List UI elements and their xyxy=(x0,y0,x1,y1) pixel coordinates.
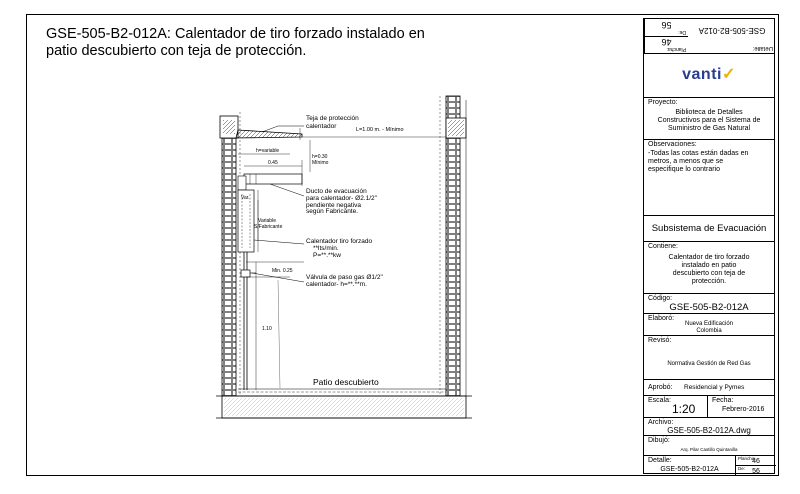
label-h-variable: h=variable xyxy=(256,148,280,154)
dibujo-label: Dibujó: xyxy=(648,437,670,444)
label-calentador-l2: **lts/min. xyxy=(313,245,339,252)
plancha-value: 46 xyxy=(752,458,760,465)
vanti-logo xyxy=(644,64,774,84)
label-ducto-l3: pendiente negativa xyxy=(306,202,361,209)
plancha-label: Plancha: xyxy=(738,456,756,461)
fecha-value: Febrero-2016 xyxy=(722,406,765,413)
escala-label: Escala: xyxy=(648,397,671,404)
label-ducto-l2: para calentador- Ø2.1/2" xyxy=(306,195,377,202)
contiene-line-3: descubierto con teja de xyxy=(672,270,746,277)
proyecto-line-1: Biblioteca de Detalles xyxy=(675,109,743,116)
proyecto-label: Proyecto: xyxy=(648,99,678,106)
elaboro-section xyxy=(644,313,774,335)
left-wall xyxy=(222,118,236,396)
label-min-025: Min. 0.25 xyxy=(272,268,293,274)
contiene-line-2: instalado en patio xyxy=(681,262,737,269)
plancha-value-rotated: 46 xyxy=(661,37,672,47)
subsistema-value: Subsistema de Evacuación xyxy=(651,223,767,234)
sheet-info-rotated xyxy=(644,19,774,53)
detalle-section xyxy=(644,455,774,475)
codigo-label: Código: xyxy=(648,295,673,302)
proyecto-line-3: Suministro de Gas Natural xyxy=(667,125,751,132)
label-var: Var. xyxy=(241,195,250,201)
codigo-value: GSE-505-B2-012A xyxy=(669,302,749,313)
dibujo-section xyxy=(644,435,774,455)
elaboro-line-1: Nueva Edificación xyxy=(684,321,734,327)
label-l-min: L=1.00 m. - Mínimo xyxy=(356,127,404,133)
label-teja-l1: Teja de protección xyxy=(306,115,359,122)
reviso-label: Revisó: xyxy=(648,337,672,344)
de-label: De: xyxy=(738,466,746,471)
protection-tile xyxy=(236,130,302,138)
label-ducto-l1: Ducto de evacuación xyxy=(306,188,367,195)
elaboro-line-2: Colombia xyxy=(696,328,722,334)
gas-valve xyxy=(241,270,250,277)
contiene-line-1: Calentador de tiro forzado xyxy=(668,254,750,261)
aprobo-value: Residencial y Pymes xyxy=(684,384,745,391)
obs-line-2: metros, a menos que se xyxy=(648,158,724,165)
label-dim-045: 0.45 xyxy=(268,160,278,166)
plancha-label-rotated: Plancha: xyxy=(666,46,686,52)
label-valvula-l2: calentador- h=**.**m. xyxy=(306,281,367,288)
contiene-label: Contiene: xyxy=(648,243,678,250)
obs-line-1: -Todas las cotas están dadas en xyxy=(648,150,749,157)
escala-fecha-section xyxy=(644,395,774,417)
title-line-2: patio descubierto con teja de protección. xyxy=(46,43,307,59)
fecha-label: Fecha: xyxy=(712,397,734,404)
observaciones-section xyxy=(644,139,774,215)
escala-value: 1:20 xyxy=(672,402,696,416)
detalle-value-rotated: GSE-505-B2-012A xyxy=(698,26,766,35)
exhaust-duct xyxy=(244,174,302,184)
logo-area xyxy=(644,53,774,97)
title-block xyxy=(643,18,775,474)
right-wall xyxy=(446,96,460,396)
detalle-value: GSE-505-B2-012A xyxy=(660,466,719,473)
label-calentador-l3: P=**.**kw xyxy=(313,252,341,259)
label-valvula-l1: Válvula de paso gas Ø1/2" xyxy=(306,274,383,281)
subsistema-section xyxy=(644,215,774,241)
aprobo-section xyxy=(644,379,774,395)
contiene-section xyxy=(644,241,774,293)
label-teja-l2: calentador xyxy=(306,123,337,130)
codigo-section xyxy=(644,293,774,313)
contiene-line-4: protección. xyxy=(691,278,727,285)
de-value: 56 xyxy=(752,468,760,475)
label-variable-l1: Variable xyxy=(258,218,276,224)
observaciones-label: Observaciones: xyxy=(648,141,697,148)
title-line-1: GSE-505-B2-012A: Calentador de tiro forzado instalado en xyxy=(46,26,425,42)
de-label-rotated: De: xyxy=(678,29,686,35)
proyecto-section xyxy=(644,97,774,139)
proyecto-line-2: Constructivos para el Sistema de xyxy=(657,117,761,124)
label-minimo: Mínimo xyxy=(312,160,329,166)
de-value-rotated: 56 xyxy=(661,20,672,30)
label-calentador-l1: Calentador tiro forzado xyxy=(306,238,373,245)
archivo-label: Archivo: xyxy=(648,419,674,426)
label-patio: Patio descubierto xyxy=(313,377,379,387)
label-h-030: h=0.30 xyxy=(312,154,328,160)
archivo-value: GSE-505-B2-012A.dwg xyxy=(667,426,751,435)
label-dim-110: 1.10 xyxy=(262,326,272,332)
reviso-section xyxy=(644,335,774,379)
logo-text: vanti xyxy=(682,66,722,83)
label-ducto-l4: según Fabricante. xyxy=(306,208,359,215)
reviso-value: Normativa Gestión de Red Gas xyxy=(667,361,751,367)
detalle-label: Detalle: xyxy=(648,457,672,464)
archivo-section xyxy=(644,417,774,435)
elaboro-label: Elaboró: xyxy=(648,315,675,322)
detalle-label-rotated: Detalle: xyxy=(752,45,773,51)
logo-check-icon: ✓ xyxy=(721,66,736,83)
dibujo-value: Arq. Pilar Castillo Quintanilla xyxy=(680,447,738,452)
label-variable-l2: S/Fabricante xyxy=(254,224,283,230)
aprobo-label: Aprobó: xyxy=(648,384,673,391)
obs-line-3: especifique lo contrario xyxy=(648,166,720,173)
